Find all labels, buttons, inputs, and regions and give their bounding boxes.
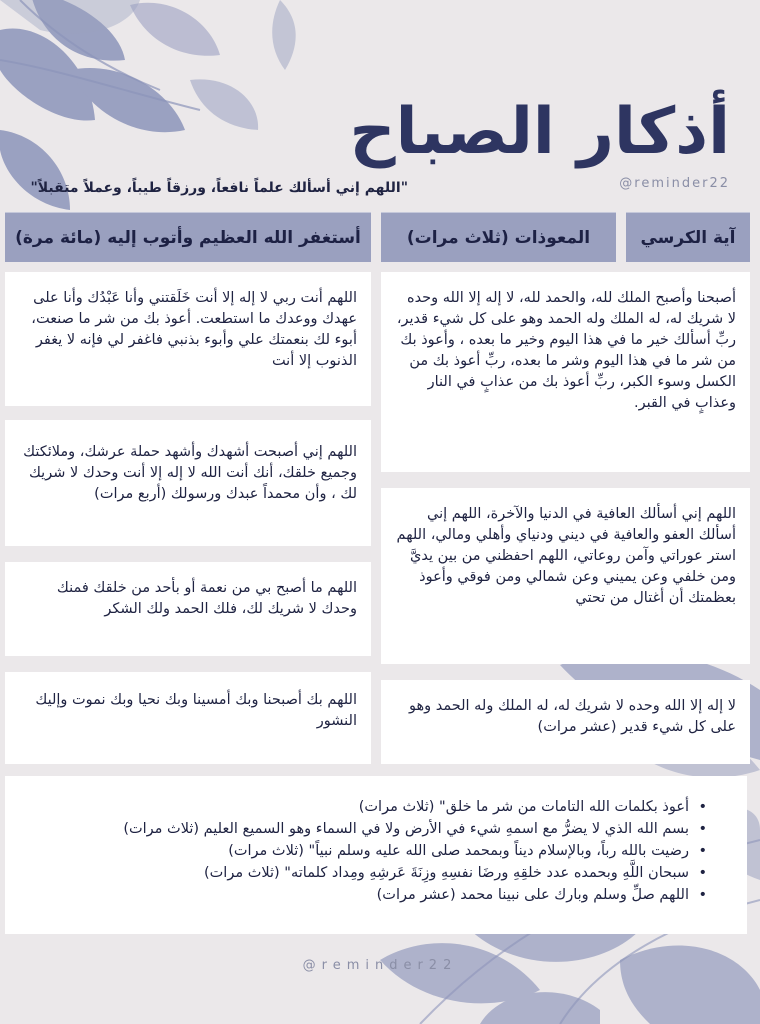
list-item: • أعوذ بكلمات الله التامات من شر ما خلق" (ثلاث مرات) xyxy=(25,796,689,818)
list-item: • بسم الله الذي لا يضرُّ مع اسمهِ شيء في الأرض ولا في السماء وهو السميع العليم (ثلاث مرات) xyxy=(25,818,689,840)
card-asbahna: أصبحنا وأصبح الملك لله، والحمد لله، لا إله إلا الله وحده لا شريك له، له الملك وله الحمد وهو على كل شيء قدير، ربِّ أسألك خير ما في هذا اليوم وخير ما بعده ، وأعوذ بك من شر ما في هذا اليوم وشر ما بعده، ربِّ أعوذ بك من الكسل وسوء الكبر، ربِّ أعوذ بك من عذابٍ في النار وعذابٍ في القبر. xyxy=(381,272,750,472)
bottom-dhikr-list xyxy=(5,776,747,934)
card-tahlil: لا إله إلا الله وحده لا شريك له، له الملك وله الحمد وهو على كل شيء قدير (عشر مرات) xyxy=(381,680,750,764)
list-item: • اللهم صلِّ وسلم وبارك على نبينا محمد (عشر مرات) xyxy=(25,884,689,906)
list-item: • رضيت بالله رباً، وبالإسلام ديناً وبمحمد صلى الله عليه وسلم نبياً" (ثلاث مرات) xyxy=(25,840,689,862)
header-ayat-kursi: آية الكرسي xyxy=(626,212,750,262)
list-item: • سبحان اللَّهِ وبحمده عدد خلقِهِ ورضَا نفسِهِ وزِنَةَ عَرشِهِ ومِداد كلماته" (ثلاث مرات) xyxy=(25,862,689,884)
intro-dua: "اللهم إني أسألك علماً نافعاً، ورزقاً طيباً، وعملاً متقبلاً" xyxy=(30,180,408,196)
header-istighfar: أستغفر الله العظيم وأتوب إليه (مائة مرة) xyxy=(5,212,371,262)
card-ashhaduk: اللهم إني أصبحت أشهدك وأشهد حملة عرشك، وملائكتك وجميع خلقك، أنك أنت الله لا إله إلا أنت وحدك لا شريك لك ، وأن محمداً عبدك ورسولك (أربع مرات) xyxy=(5,420,371,546)
card-afiya: اللهم إني أسألك العافية في الدنيا والآخرة، اللهم إني أسألك العفو والعافية في ديني ودنياي وأهلي ومالي، اللهم استر عوراتي وآمن روعاتي، اللهم احفظني من بين يديَّ ومن خلفي وعن يميني وعن شمالي ومن فوقي وأعوذ بعظمتك أن أغتال من تحتي xyxy=(381,488,750,664)
handle-top: @reminder22 xyxy=(619,176,730,191)
header-muawwidhat: المعوذات (ثلاث مرات) xyxy=(381,212,616,262)
card-sayyid-istighfar: اللهم أنت ربي لا إله إلا أنت خَلَقتني وأنا عَبْدُك وأنا على عهدك ووعدك ما استطعت. أعوذ بك من شر ما صنعت، أبوء لك بنعمتك علي وأبوء بذنبي فاغفر لي فإنه لا يغفر الذنوب إلا أنت xyxy=(5,272,371,406)
card-nimah: اللهم ما أصبح بي من نعمة أو بأحد من خلقك فمنك وحدك لا شريك لك، فلك الحمد ولك الشكر xyxy=(5,562,371,656)
handle-bottom: @reminder22 xyxy=(302,958,458,973)
card-bika-asbahna: اللهم بك أصبحنا وبك أمسينا وبك نحيا وبك نموت وإليك النشور xyxy=(5,672,371,764)
page-title: أذكار الصباح xyxy=(349,95,730,169)
